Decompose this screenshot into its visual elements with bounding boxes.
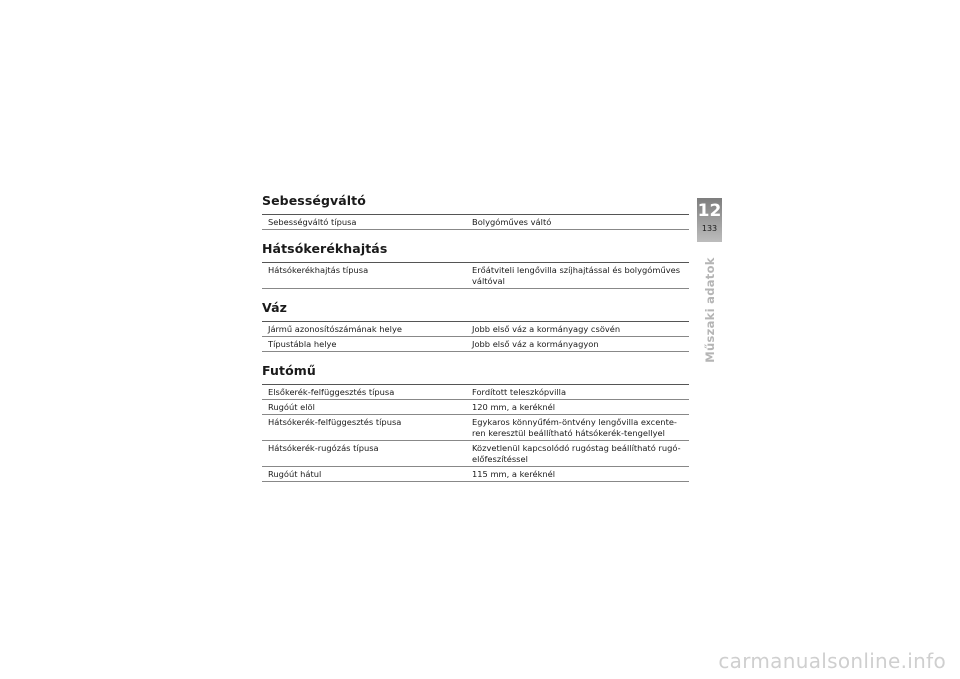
row-label: Hátsókerék-felfüggesztés típusa [268, 416, 402, 427]
table-row [262, 385, 689, 400]
row-label: Típustábla helye [268, 338, 337, 349]
chapter-number: 12 [697, 201, 722, 221]
row-value: Egykaros könnyűfém-öntvény lengővilla excente-ren keresztül beállítható hátsókerék-tengellyel [472, 416, 677, 438]
row-label: Jármű azonosítószámának helye [268, 323, 402, 334]
table-row [262, 322, 689, 337]
section-rear-drive [262, 241, 689, 289]
spec-table [262, 321, 689, 352]
spec-table [262, 214, 689, 230]
row-label: Sebességváltó típusa [268, 216, 357, 227]
section-title: Futómű [262, 363, 316, 378]
watermark: carmanualsonline.info [718, 649, 946, 673]
section-frame [262, 300, 689, 352]
document-body [262, 193, 689, 493]
row-label: Elsőkerék-felfüggesztés típusa [268, 386, 395, 397]
row-label: Hátsókerék-rugózás típusa [268, 442, 379, 453]
section-gearbox [262, 193, 689, 230]
chapter-badge [697, 198, 722, 242]
table-row [262, 441, 689, 467]
row-value: Erőátviteli lengővilla szíjhajtással és bolygóműves váltóval [472, 264, 681, 286]
row-label: Hátsókerékhajtás típusa [268, 264, 369, 275]
row-label: Rugóút elöl [268, 401, 315, 412]
row-value: Fordított teleszkópvilla [472, 386, 567, 397]
row-value: 120 mm, a keréknél [472, 401, 556, 412]
row-value: Közvetlenül kapcsolódó rugóstag beállítható rugó-előfeszítéssel [472, 442, 681, 464]
row-value: 115 mm, a keréknél [472, 468, 556, 479]
page-number: 133 [701, 224, 718, 233]
spec-table [262, 262, 689, 289]
row-label: Rugóút hátul [268, 468, 322, 479]
chapter-side-title: Műszaki adatok [703, 257, 717, 363]
section-title: Váz [262, 300, 288, 315]
table-row [262, 263, 689, 289]
section-title: Sebességváltó [262, 193, 366, 208]
table-row [262, 400, 689, 415]
section-title: Hátsókerékhajtás [262, 241, 388, 256]
row-value: Bolygóműves váltó [472, 216, 552, 227]
spec-table [262, 384, 689, 482]
row-value: Jobb első váz a kormányagyon [472, 338, 599, 349]
table-row [262, 415, 689, 441]
table-row [262, 337, 689, 352]
table-row [262, 215, 689, 230]
section-chassis [262, 363, 689, 482]
row-value: Jobb első váz a kormányagy csövén [472, 323, 621, 334]
table-row [262, 467, 689, 482]
